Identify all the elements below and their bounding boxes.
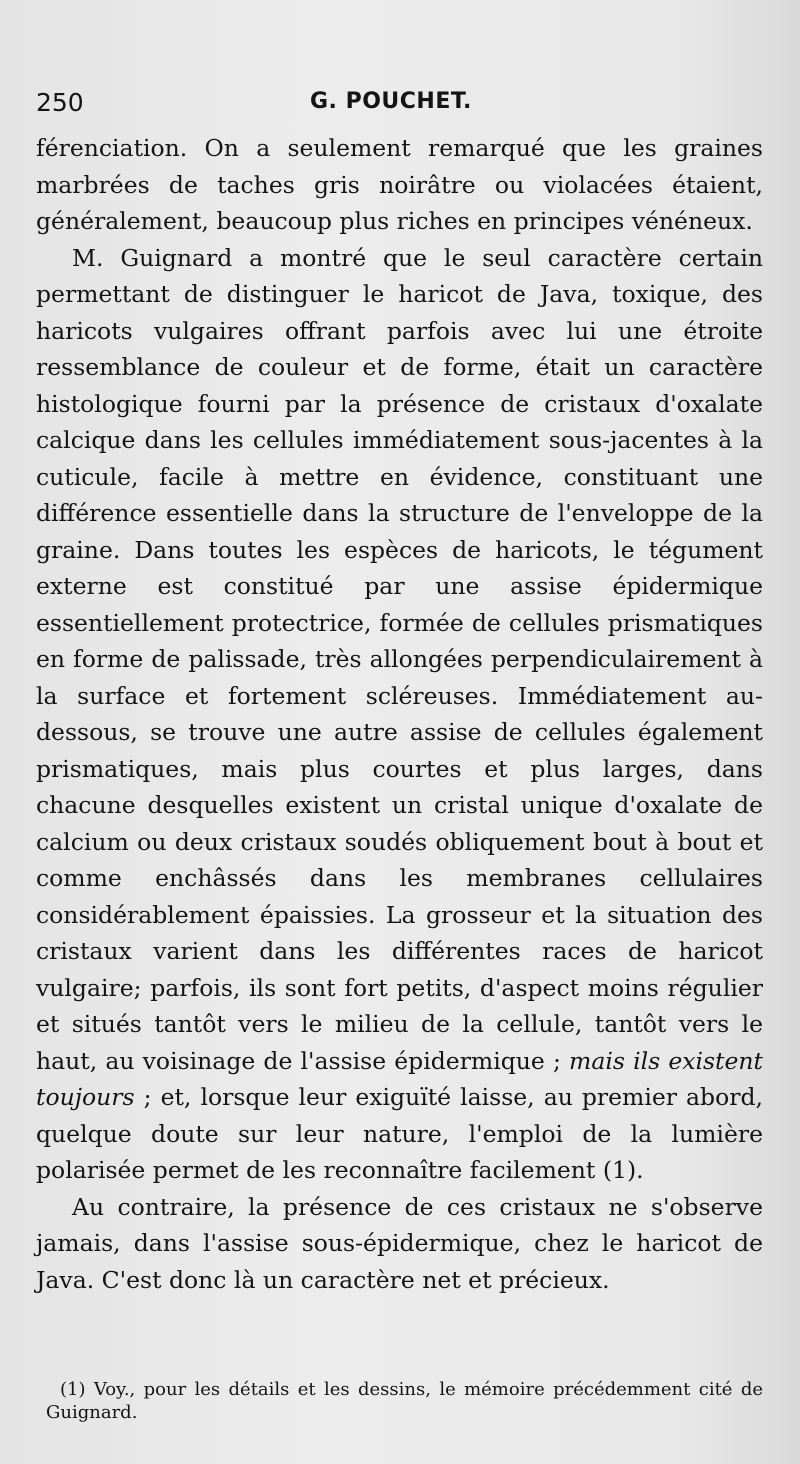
paragraph-3: Au contraire, la présence de ces cristaux ne s'observe jamais, dans l'assise sous-épidermique, chez le haricot de Java. C'est donc là un caractère net et précieux.	[36, 1192, 763, 1294]
paragraph-1: férenciation. On a seulement remarqué que les graines marbrées de taches gris noirâtre ou violacées étaient, généralement, beaucoup plus riches en principes vénéneux.	[36, 134, 763, 235]
page-header	[36, 88, 764, 128]
body-text	[36, 130, 763, 1298]
paragraph-2	[36, 240, 763, 1189]
paragraph-2-text-before: M. Guignard a montré que le seul caractère certain permettant de distinguer le haricot de Java, toxique, des haricots vulgaires offrant parfois avec lui une étroite ressemblance de couleur et de forme, était un caractère histologique fourni par la présence de cristaux d'oxalate calcique dans les cellules immédiatement sous-jacentes à la cuticule, facile à mettre en évidence, constituant une différence essentielle dans la structure de l'enveloppe de la graine. Dans toutes les espèces de haricots, le tégument externe est constitué par une assise épidermique essentiellement protectrice, formée de cellules prismatiques en forme de palissade, très allongées perpendiculairement à la surface et fortement scléreuses. Immédiatement au-dessous, se trouve une autre assise de cellules également prismatiques, mais plus courtes et plus larges, dans chacune desquelles existent un cristal unique d'oxalate de calcium ou deux cristaux soudés obliquement bout à bout et comme enchâssés dans les membranes cellulaires considérablement épaissies. La grosseur et la situation des cristaux varient dans les différentes races de haricot vulgaire; parfois, ils sont fort petits, d'aspect moins régulier et situés tantôt vers le milieu de la cellule, tantôt vers le haut, au voisinage de l'assise épidermique ;	[36, 243, 763, 1075]
footnote: (1) Voy., pour les détails et les dessins, le mémoire précédemment cité de Guignard.	[46, 1379, 763, 1423]
paragraph-2-emphasis: mais ils existent toujours	[36, 1046, 763, 1111]
page-number: 250	[36, 88, 84, 117]
running-title: G. POUCHET.	[310, 89, 472, 114]
paragraph-2-text-after: ; et, lorsque leur exiguïté laisse, au premier abord, quelque doute sur leur nature, l'emploi de la lumière polarisée permet de les reconnaître facilement (1).	[36, 1083, 763, 1184]
